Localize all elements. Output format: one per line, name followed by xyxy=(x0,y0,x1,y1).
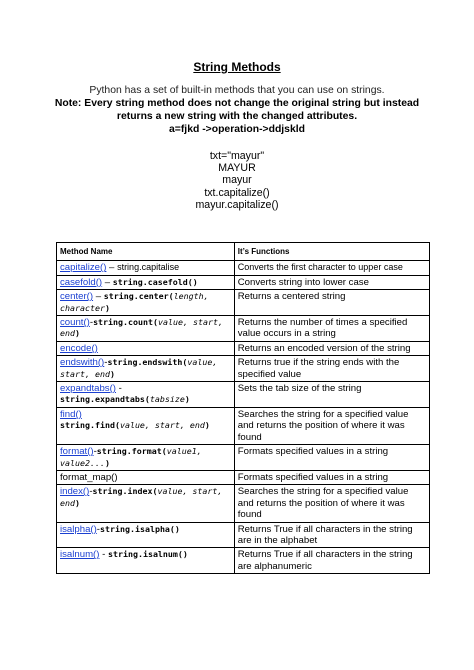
method-description: Formats specified values in a string xyxy=(234,445,429,471)
method-syntax: string.count( xyxy=(93,317,158,328)
code-example xyxy=(0,150,474,211)
table-row xyxy=(57,341,430,355)
method-separator: - xyxy=(116,383,122,395)
method-syntax: string.index( xyxy=(92,486,158,497)
method-params: value, start, end xyxy=(119,420,205,431)
method-syntax: string.format( xyxy=(96,446,167,457)
code-line-2: MAYUR xyxy=(218,162,256,175)
note-line-2: returns a new string with the changed attributes. xyxy=(116,111,358,122)
method-params: tabsize xyxy=(149,394,185,405)
method-params: value1, value2... xyxy=(60,446,202,468)
method-link-isalnum[interactable]: isalnum() xyxy=(60,549,100,561)
method-cell xyxy=(57,548,235,574)
method-name-format-map: format_map() xyxy=(60,471,118,483)
table-row xyxy=(57,445,430,471)
method-separator: - xyxy=(96,523,100,535)
method-link-center[interactable]: center() xyxy=(60,291,94,303)
method-separator: - xyxy=(93,446,97,458)
method-description: Converts the first character to upper case xyxy=(234,261,429,275)
method-cell xyxy=(57,470,235,484)
method-description: Converts string into lower case xyxy=(234,275,429,289)
method-link-capitalize[interactable]: capitalize() xyxy=(60,262,107,274)
table-row xyxy=(57,356,430,382)
header-functions: It’s Functions xyxy=(234,243,429,261)
method-description: Returns a centered string xyxy=(234,290,429,316)
method-syntax: string.center( xyxy=(103,291,174,302)
method-link-endswith[interactable]: endswith() xyxy=(60,357,105,369)
method-params: value, start, end xyxy=(60,357,218,379)
table-row xyxy=(57,316,430,342)
method-cell xyxy=(57,356,235,382)
code-line-3: mayur xyxy=(222,174,252,187)
method-syntax-close: ) xyxy=(104,457,110,468)
method-description: Returns True if all characters in the string are alphanumeric xyxy=(234,548,429,574)
method-cell xyxy=(57,341,235,355)
code-line-1: txt="mayur" xyxy=(209,150,265,162)
code-line-4: txt.capitalize() xyxy=(204,186,270,199)
table-row xyxy=(57,470,430,484)
method-cell xyxy=(57,290,235,316)
method-link-casefold[interactable]: casefold() xyxy=(60,276,103,288)
method-description: Formats specified values in a string xyxy=(234,470,429,484)
note-line-1: Note: Every string method does not change the original string but instead xyxy=(54,98,420,109)
method-syntax: string.isalpha() xyxy=(100,523,180,534)
table-row xyxy=(57,275,430,289)
intro-block xyxy=(40,84,434,136)
method-syntax: string.casefold() xyxy=(112,276,198,287)
method-cell xyxy=(57,522,235,548)
method-link-find[interactable]: find() xyxy=(60,408,82,420)
method-cell xyxy=(57,445,235,471)
method-cell xyxy=(57,382,235,408)
table-row xyxy=(57,485,430,522)
method-separator: - xyxy=(99,549,108,561)
methods-table xyxy=(56,242,430,574)
method-params: value, start, end xyxy=(60,486,223,508)
method-cell xyxy=(57,316,235,342)
method-description: Sets the tab size of the string xyxy=(234,382,429,408)
table-header-row xyxy=(57,243,430,261)
method-syntax-close: ) xyxy=(75,497,80,508)
method-link-isalpha[interactable]: isalpha() xyxy=(60,523,97,535)
method-link-expandtabs[interactable]: expandtabs() xyxy=(60,383,116,395)
method-description: Returns an encoded version of the string xyxy=(234,341,429,355)
method-syntax-close: ) xyxy=(75,328,80,339)
method-syntax-close: ) xyxy=(204,420,210,431)
table-row xyxy=(57,290,430,316)
intro-text: Python has a set of built-in methods that you can use on strings. xyxy=(89,85,385,96)
method-link-encode[interactable]: encode() xyxy=(60,342,98,354)
method-params: length, character xyxy=(60,291,209,313)
method-syntax: string.expandtabs( xyxy=(60,394,150,405)
method-cell xyxy=(57,407,235,444)
table-row xyxy=(57,522,430,548)
method-syntax: string.endswith( xyxy=(107,357,188,368)
method-cell xyxy=(57,485,235,522)
method-separator: - xyxy=(89,317,94,329)
method-link-format[interactable]: format() xyxy=(60,446,94,458)
method-syntax-close: ) xyxy=(109,368,115,379)
method-syntax: string.find( xyxy=(60,420,120,431)
method-separator: – xyxy=(102,276,113,288)
method-description: Searches the string for a specified value and returns the position of where it was found xyxy=(234,485,429,522)
page-title: String Methods xyxy=(193,60,281,74)
method-link-index[interactable]: index() xyxy=(60,486,90,498)
method-params: value, start, end xyxy=(60,317,223,339)
method-description: Returns the number of times a specified value occurs in a string xyxy=(234,316,429,342)
method-cell xyxy=(57,275,235,289)
method-separator: - xyxy=(89,486,93,498)
table-row xyxy=(57,261,430,275)
method-syntax: string.capitalise xyxy=(117,262,180,273)
method-description: Returns true if the string ends with the specified value xyxy=(234,356,429,382)
method-link-count[interactable]: count() xyxy=(60,317,90,329)
table-row xyxy=(57,407,430,444)
method-description: Returns True if all characters in the string are in the alphabet xyxy=(234,522,429,548)
table-row xyxy=(57,548,430,574)
method-syntax: string.isalnum() xyxy=(107,549,188,560)
method-separator: - xyxy=(104,357,108,369)
method-separator: – xyxy=(93,291,104,303)
note-line-3: a=fjkd ->operation->ddjskld xyxy=(169,124,305,135)
header-method-name: Method Name xyxy=(57,243,235,261)
method-cell xyxy=(57,261,235,275)
method-syntax-close: ) xyxy=(184,394,190,405)
method-description: Searches the string for a specified value and returns the position of where it was found xyxy=(234,407,429,444)
method-separator: – xyxy=(106,262,118,274)
table-row xyxy=(57,382,430,408)
method-syntax-close: ) xyxy=(104,302,110,313)
code-line-5: mayur.capitalize() xyxy=(195,198,279,211)
